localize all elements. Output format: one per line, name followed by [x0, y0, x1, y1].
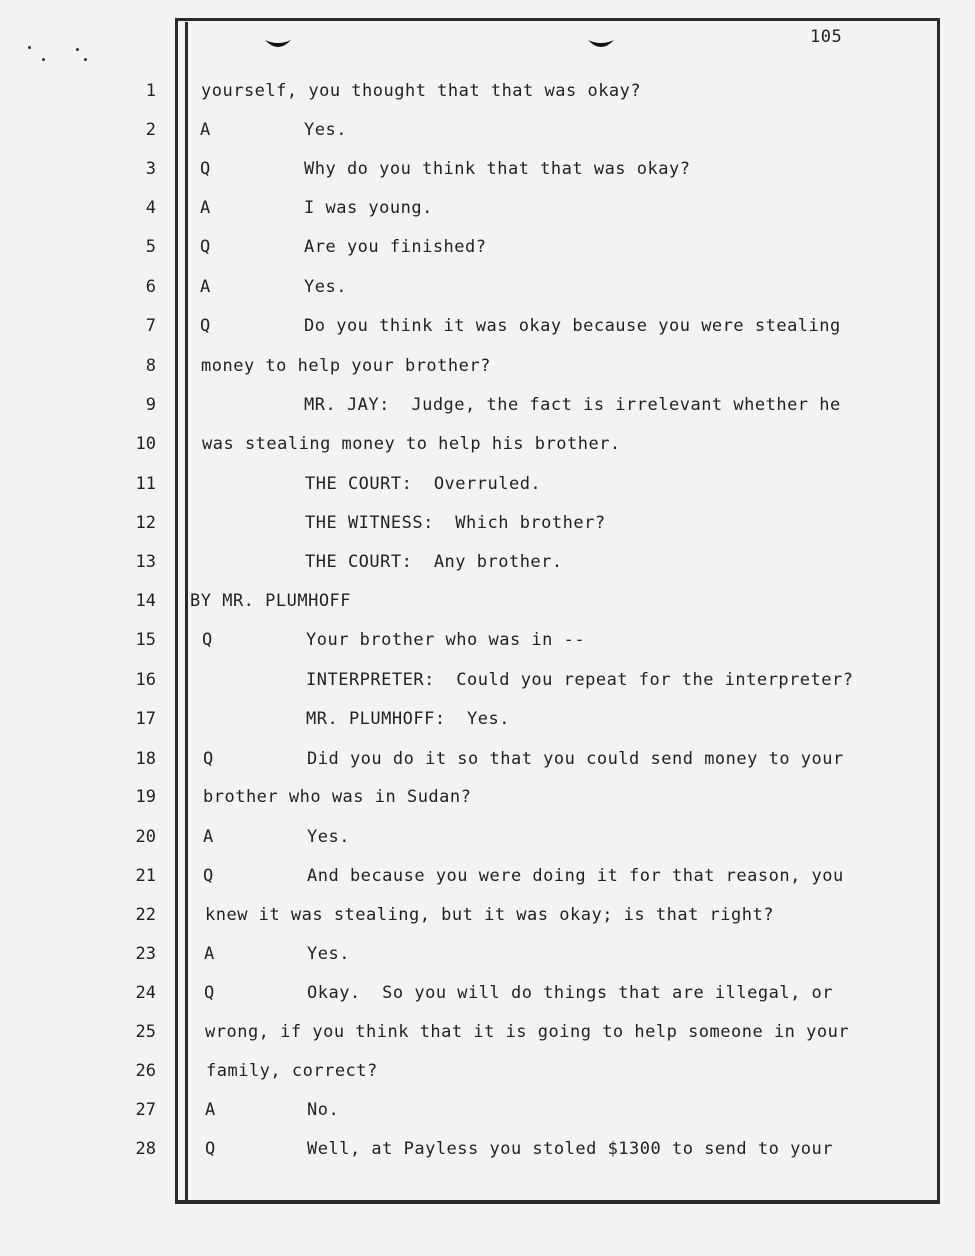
line-text: MR. JAY: Judge, the fact is irrelevant whether he — [304, 395, 841, 415]
line-text: BY MR. PLUMHOFF — [190, 591, 352, 611]
speaker-marker: A — [203, 827, 214, 847]
line-number: 5 — [145, 237, 156, 257]
speaker-marker: Q — [205, 1139, 216, 1159]
line-number: 1 — [145, 81, 156, 101]
speaker-marker: Q — [200, 316, 211, 336]
speaker-marker: Q — [200, 237, 211, 257]
line-number: 14 — [135, 591, 156, 611]
line-text: Yes. — [304, 120, 347, 140]
line-text: Did you do it so that you could send money to your — [307, 749, 844, 769]
speck — [76, 48, 79, 51]
line-number: 3 — [145, 159, 156, 179]
line-number: 9 — [145, 395, 156, 415]
transcript-left-rule — [185, 22, 188, 1202]
line-text: MR. PLUMHOFF: Yes. — [306, 709, 510, 729]
line-number: 26 — [135, 1061, 156, 1081]
speaker-marker: Q — [203, 866, 214, 886]
line-number: 7 — [145, 316, 156, 336]
line-text: I was young. — [304, 198, 433, 218]
line-text: brother who was in Sudan? — [203, 787, 472, 807]
line-text: Do you think it was okay because you were stealing — [304, 316, 841, 336]
line-number: 27 — [135, 1100, 156, 1120]
line-number: 28 — [135, 1139, 156, 1159]
speck — [42, 58, 45, 61]
line-text: THE COURT: Any brother. — [305, 552, 563, 572]
line-text: was stealing money to help his brother. — [202, 434, 621, 454]
line-text: No. — [307, 1100, 340, 1120]
line-number: 22 — [135, 905, 156, 925]
line-text: Okay. So you will do things that are illegal, or — [307, 983, 834, 1003]
line-number: 17 — [135, 709, 156, 729]
punch-hole-mark-left — [263, 36, 293, 54]
line-number: 10 — [135, 434, 156, 454]
line-number: 25 — [135, 1022, 156, 1042]
speaker-marker: Q — [200, 159, 211, 179]
punch-hole-mark-right — [586, 36, 616, 54]
line-text: money to help your brother? — [201, 356, 491, 376]
page-number: 105 — [810, 27, 843, 47]
line-text: Why do you think that that was okay? — [304, 159, 691, 179]
speaker-marker: Q — [204, 983, 215, 1003]
speaker-marker: A — [200, 277, 211, 297]
line-number: 11 — [135, 474, 156, 494]
line-number: 24 — [135, 983, 156, 1003]
line-number: 21 — [135, 866, 156, 886]
line-text: Well, at Payless you stoled $1300 to send to your — [307, 1139, 834, 1159]
speaker-marker: Q — [203, 749, 214, 769]
line-text: Your brother who was in -- — [306, 630, 586, 650]
speck — [84, 58, 87, 61]
speaker-marker: Q — [202, 630, 213, 650]
line-text: Yes. — [307, 827, 350, 847]
line-number: 19 — [135, 787, 156, 807]
line-text: And because you were doing it for that reason, you — [307, 866, 844, 886]
line-text: Are you finished? — [304, 237, 487, 257]
speaker-marker: A — [205, 1100, 216, 1120]
speaker-marker: A — [200, 120, 211, 140]
speck — [28, 46, 31, 49]
line-number: 8 — [145, 356, 156, 376]
line-number: 2 — [145, 120, 156, 140]
line-number: 6 — [145, 277, 156, 297]
line-text: yourself, you thought that that was okay? — [201, 81, 642, 101]
line-number: 16 — [135, 670, 156, 690]
line-number: 4 — [145, 198, 156, 218]
line-number: 23 — [135, 944, 156, 964]
line-number: 12 — [135, 513, 156, 533]
speaker-marker: A — [204, 944, 215, 964]
line-text: THE COURT: Overruled. — [305, 474, 542, 494]
line-text: wrong, if you think that it is going to help someone in your — [205, 1022, 850, 1042]
line-number: 20 — [135, 827, 156, 847]
line-text: INTERPRETER: Could you repeat for the interpreter? — [306, 670, 854, 690]
line-text: knew it was stealing, but it was okay; is that right? — [205, 905, 774, 925]
line-number: 13 — [135, 552, 156, 572]
line-text: THE WITNESS: Which brother? — [305, 513, 606, 533]
line-text: family, correct? — [206, 1061, 378, 1081]
line-number: 15 — [135, 630, 156, 650]
line-text: Yes. — [304, 277, 347, 297]
transcript-bottom-rule — [185, 1200, 937, 1203]
line-text: Yes. — [307, 944, 350, 964]
line-number: 18 — [135, 749, 156, 769]
speaker-marker: A — [200, 198, 211, 218]
